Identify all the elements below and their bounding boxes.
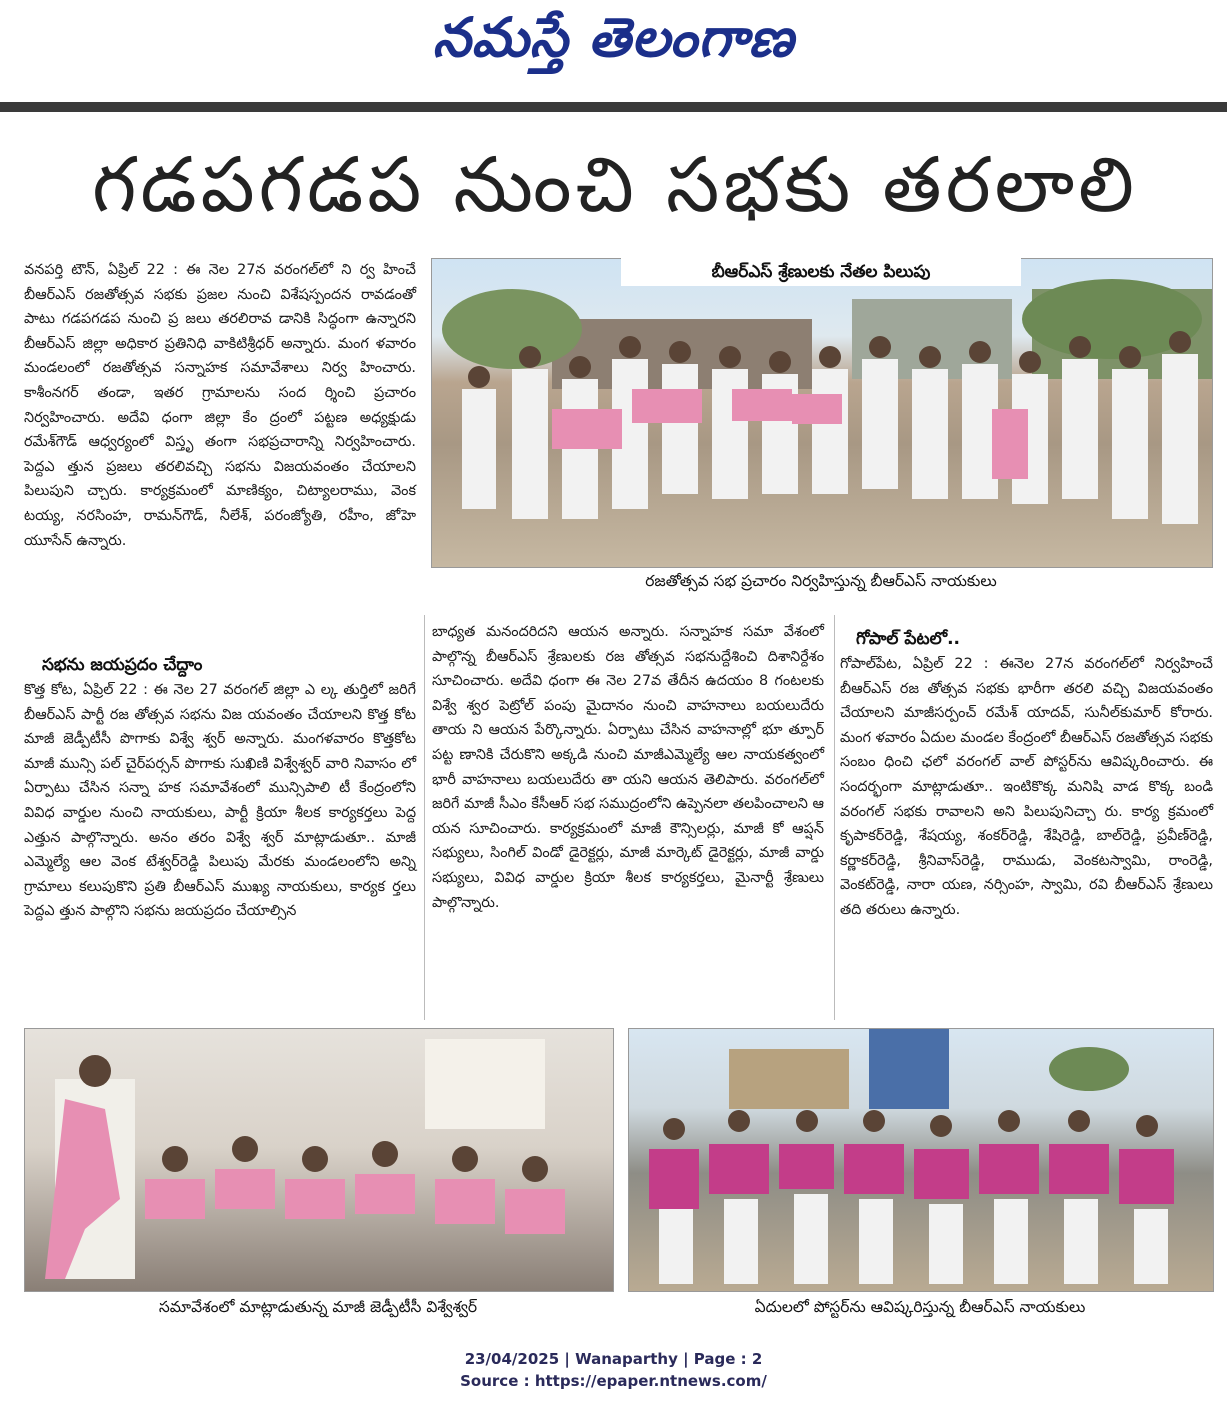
- top-photo-caption: రజతోత్సవ సభ ప్రచారం నిర్వహిస్తున్న బీఆర్ఎస్ నాయకులు: [645, 572, 997, 590]
- article-kothakota-body-col2: బాధ్యత మనందరిదని ఆయన అన్నారు. సన్నాహక సమా వేశంలో పాల్గొన్న బీఆర్ఎస్ శ్రేణులకు రజ తోత్సవ సభనుద్దేశించి దిశానిర్దేశం సూచించారు. అదేవి ధంగా ఈ నెల 27వ తేదీన ఉదయం 8 గంటలకు విశ్వే శ్వర పెట్రోల్ పంపు మైదానం నుంచి వాహనాలు బయలుదేరు తాయ ని ఆయన పేర్కొన్నారు. ఏర్పాటు చేసిన వాహనాల్లో భూ త్పూర్ పట్ట ణానికి చేరుకొని అక్కడి నుంచి మాజీఎమ్మెల్యే ఆల నాయకత్వంలో భారీ వాహనాలు బయలుదేరు తా యని ఆయన తెలిపారు. వరంగల్‌లో జరిగే మాజీ సీఎం కేసీఆర్ సభ సముద్రంలోని ఉప్పెనలా తలపించాలని ఆ యన సూచించారు. కార్యక్రమంలో మాజీ కౌన్సిలర్లు, మాజీ కో ఆప్షన్ సభ్యులు, సింగిల్ విండో డైరెక్టర్లు, మాజీ మార్కెట్ డైరెక్టర్లు, మాజీ వార్డు సభ్యులు, వివిధ వార్డుల క్రియా శీలక కార్యకర్తలు, మైనార్టీ శ్రేణులు పాల్గొన్నారు.: [432, 624, 824, 911]
- bottom-right-photo-block: [628, 1028, 1214, 1328]
- article-wanaparthy: [24, 258, 416, 553]
- meeting-photo: [24, 1028, 614, 1292]
- rally-photo: [431, 258, 1213, 568]
- article-kothakota-continued: [432, 620, 824, 915]
- column-divider: [834, 615, 835, 1020]
- bottom-left-caption: సమావేశంలో మాట్లాడుతున్న మాజీ జెడ్పీటీసీ విశ్వేశ్వర్: [158, 1298, 478, 1316]
- newspaper-logo: నమస్తే తెలంగాణ: [432, 6, 795, 69]
- masthead: [0, 0, 1227, 100]
- article-kothakota: [24, 652, 416, 924]
- footer-dateline: 23/04/2025 | Wanaparthy | Page : 2: [464, 1350, 763, 1368]
- poster-launch-photo: [628, 1028, 1214, 1292]
- bottom-right-caption: ఏదులలో పోస్టర్‌ను ఆవిష్కరిస్తున్న బీఆర్ఎస్ నాయకులు: [754, 1298, 1086, 1316]
- masthead-rule: [0, 102, 1227, 112]
- article-gopalpet: [840, 626, 1213, 923]
- article-wanaparthy-body: వనపర్తి టౌన్, ఏప్రిల్ 22 : ఈ నెల 27న వరంగల్‌లో ని ర్వ హించే బీఆర్ఎస్ రజతోత్సవ సభకు ప్రజల నుంచి విశేషస్పందన రావడంతో పాటు గడపగడప నుంచి ప్ర జలు తరలిరావ డానికి సిద్ధంగా ఉన్నారని బీఆర్ఎస్ జిల్లా అధికార ప్రతినిధి వాకిటిశ్రీధర్ అన్నారు. మంగ ళవారం మండలంలో రజతోత్సవ సన్నాహక సమావేశాలు నిర్వ హించారు. కాశీంనగర్ తండా, ఇతర గ్రామాలను సంద ర్శించి ప్రచారం నిర్వహించారు. అదేవి ధంగా జిల్లా కేం ద్రంలో పట్టణ అధ్యక్షుడు రమేశ్‌గౌడ్ ఆధ్వర్యంలో విస్తృ తంగా సభప్రచారాన్ని నిర్వహించారు. పెద్దఎ త్తున ప్రజలు తరలివచ్చి సభను విజయవంతం చేయాలని పిలుపుని చ్చారు. కార్యక్రమంలో మాణిక్యం, చిట్యాలరాము, వెంక టయ్య, నరసింహ, రామన్‌గౌడ్, నీలేశ్, పరంజ్యోతి, రహీం, జోహె యూసేన్ ఉన్నారు.: [24, 262, 416, 549]
- column-divider: [424, 615, 425, 1020]
- bottom-left-photo-block: [24, 1028, 614, 1328]
- article-gopalpet-body: గోపాల్‌పేట, ఏప్రిల్ 22 : ఈనెల 27న వరంగల్‌లో నిర్వహించే బీఆర్ఎస్ రజ తోత్సవ సభకు భారీగా తరలి వచ్చి విజయవంతం చేయాలని మాజీసర్పంచ్ రమేశ్ యాదవ్, సునీల్‌కుమార్ కోరారు. మంగ ళవారం ఏదుల మండల కేంద్రంలో బీఆర్ఎస్ రజతోత్సవ సభకు సంబం ధించి ఛలో వరంగల్ వాల్ పోస్టర్‌ను ఆవిష్కరించారు. ఈ సందర్భంగా మాట్లాడుతూ.. ఇంటికొక్క మనిషి వాడ కొక్క బండి వరంగల్ సభకు రావాలని అని పిలుపునిచ్చా రు. కార్య క్రమంలో కృపాకర్‌రెడ్డి, శేషయ్య, శంకర్‌రెడ్డి, శేషిరెడ్డి, బాల్‌రెడ్డి, ప్రవీణ్‌రెడ్డి, కర్ణాకర్‌రెడ్డి, శ్రీనివాస్‌రెడ్డి, రాముడు, వెంకటస్వామి, రాంరెడ్డి, వెంకట్‌రెడ్డి, నారా యణ, నర్సింహ, స్వామి, రవి బీఆర్ఎస్ శ్రేణులు తది తరులు ఉన్నారు.: [840, 656, 1213, 918]
- article-gopalpet-subhead: గోపాల్ పేటలో..: [856, 629, 960, 649]
- photo-kicker: బీఆర్ఎస్ శ్రేణులకు నేతల పిలుపు: [621, 258, 1021, 286]
- article-kothakota-subhead: సభను జయప్రదం చేద్దాం: [42, 655, 203, 675]
- article-kothakota-body-col1: కొత్త కోట, ఏప్రిల్ 22 : ఈ నెల 27 వరంగల్ జిల్లా ఎ ల్క తుర్తిలో జరిగే బీఆర్ఎస్ పార్టీ రజ తోత్సవ సభను విజ యవంతం చేయాలని కొత్త కోట మాజీ జెడ్పీటీసీ పొగాకు విశ్వే శ్వర్ అన్నారు. మంగళవారం కొత్తకోట మాజీ మున్సి పల్ చైర్‌పర్సన్ పొగాకు సుఖిణి విశ్వేశ్వర్ వారి నివాసం లో ఏర్పాటు చేసిన సన్నా హక సమావేశంలో మున్సిపాలి టీ కేంద్రంలోని వివిధ వార్డుల నుంచి నాయకులు, పార్టీ క్రియా శీలక కార్యకర్తలు పెద్ద ఎత్తున పాల్గొన్నారు. అనం తరం విశ్వే శ్వర్ మాట్లాడుతూ.. మాజీ ఎమ్మెల్యే ఆల వెంక టేశ్వర్‌రెడ్డి పిలుపు మేరకు మండలంలోని అన్ని గ్రామాలు కలుపుకొని ప్రతి బీఆర్ఎస్ ముఖ్య నాయకులు, కార్యక ర్తలు పెద్దఎ త్తున పాల్గొని సభను జయప్రదం చేయాల్సిన: [24, 682, 416, 920]
- headline: గడపగడప నుంచి సభకు తరలాలి: [92, 140, 1138, 229]
- poster-launch-illustration: [629, 1029, 1213, 1291]
- rally-illustration: [432, 259, 1212, 567]
- meeting-illustration: [25, 1029, 613, 1291]
- top-photo-block: [431, 258, 1213, 600]
- footer-source: Source : https://epaper.ntnews.com/: [460, 1372, 767, 1390]
